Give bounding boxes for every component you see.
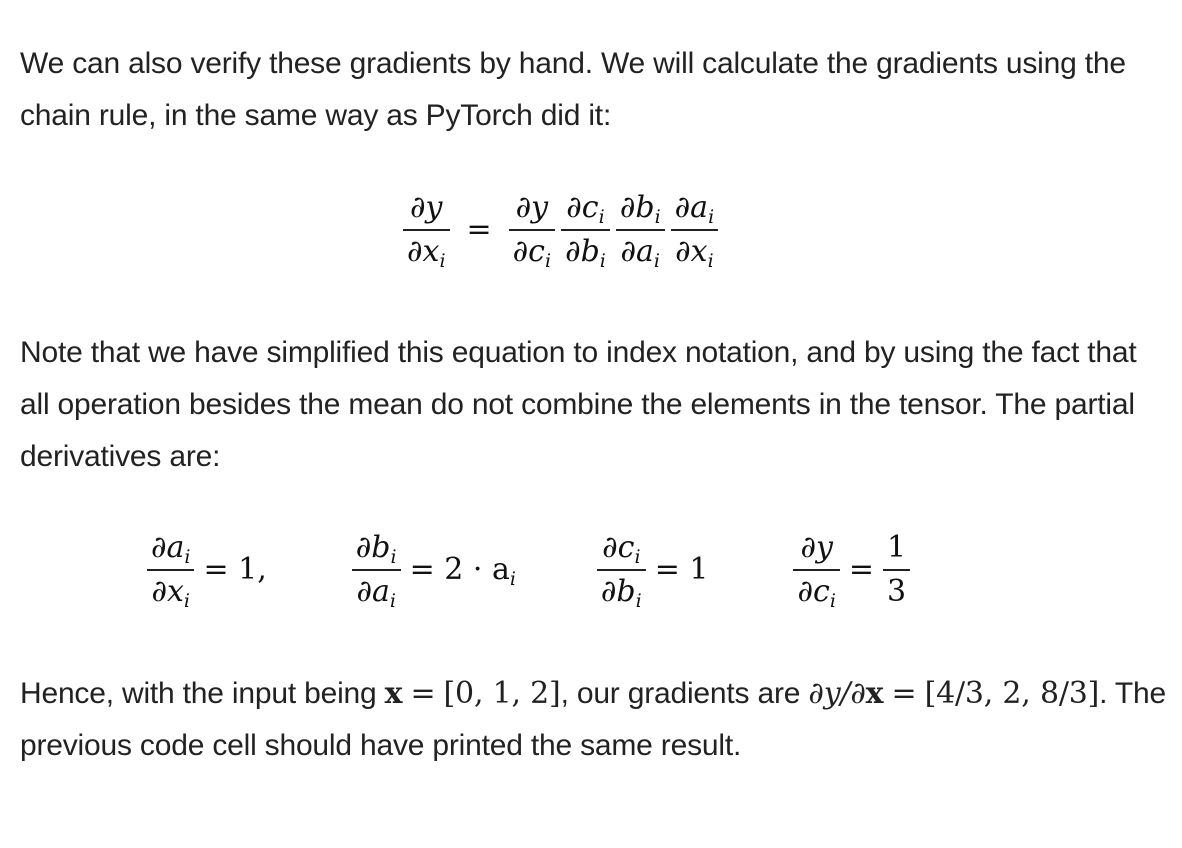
intro-paragraph: We can also verify these gradients by hand. We will calculate the gradients using the chain rule, in the same way as PyTorch did it: bbox=[20, 47, 1126, 132]
partial-c-b: $\frac{\partial c_i}{\partial b_i}$ bbox=[597, 530, 646, 610]
partial-b-a-value: = $2 \cdot a_i$ bbox=[409, 552, 516, 591]
gradient-symbol: ∂y/∂ bbox=[808, 676, 866, 711]
result-paragraph: Hence, with the input being x = [0, 1, 2], our gradients are ∂y/∂x = [4/3, 2, 8/3]. The previous code cell should have printed the same result. bbox=[20, 676, 1166, 762]
chain-term-1: $\frac{\partial y}{\partial c_i}$ bbox=[509, 190, 555, 270]
input-vector-symbol: x bbox=[384, 676, 403, 711]
partial-c-b-value: = 1 bbox=[654, 552, 709, 588]
input-vector-value: [0, 1, 2] bbox=[443, 676, 561, 711]
one-third-fraction: $\frac{1}{3}$ bbox=[883, 530, 910, 610]
partial-a-x-value: = 1, bbox=[203, 552, 267, 588]
partial-y-c: $\frac{\partial y}{\partial c_i}$ bbox=[793, 530, 839, 610]
chain-term-2: $\frac{\partial c_i}{\partial b_i}$ bbox=[561, 190, 610, 270]
lhs-numerator: ∂y bbox=[410, 190, 443, 225]
equals-sign: = bbox=[466, 212, 492, 248]
partial-y-c-equals: = bbox=[848, 552, 875, 588]
lhs-denominator: ∂x bbox=[407, 233, 440, 269]
notation-paragraph: Note that we have simplified this equation to index notation, and by using the fact that all operation besides the mean do not combine the elements in the tensor. The partial derivatives are: bbox=[20, 336, 1137, 473]
lhs-fraction: $\frac{\partial y}{\partial x_i}$ bbox=[403, 190, 450, 270]
partial-a-x: $\frac{\partial a_i}{\partial x_i}$ bbox=[147, 530, 194, 610]
partial-b-a: $\frac{\partial b_i}{\partial a_i}$ bbox=[352, 530, 401, 610]
chain-term-3: $\frac{\partial b_i}{\partial a_i}$ bbox=[616, 190, 665, 270]
chain-rule-equation bbox=[400, 190, 721, 270]
partial-derivatives-row bbox=[144, 530, 913, 610]
chain-term-4: $\frac{\partial a_i}{\partial x_i}$ bbox=[671, 190, 718, 270]
gradient-value: [4/3, 2, 8/3] bbox=[924, 676, 1100, 711]
